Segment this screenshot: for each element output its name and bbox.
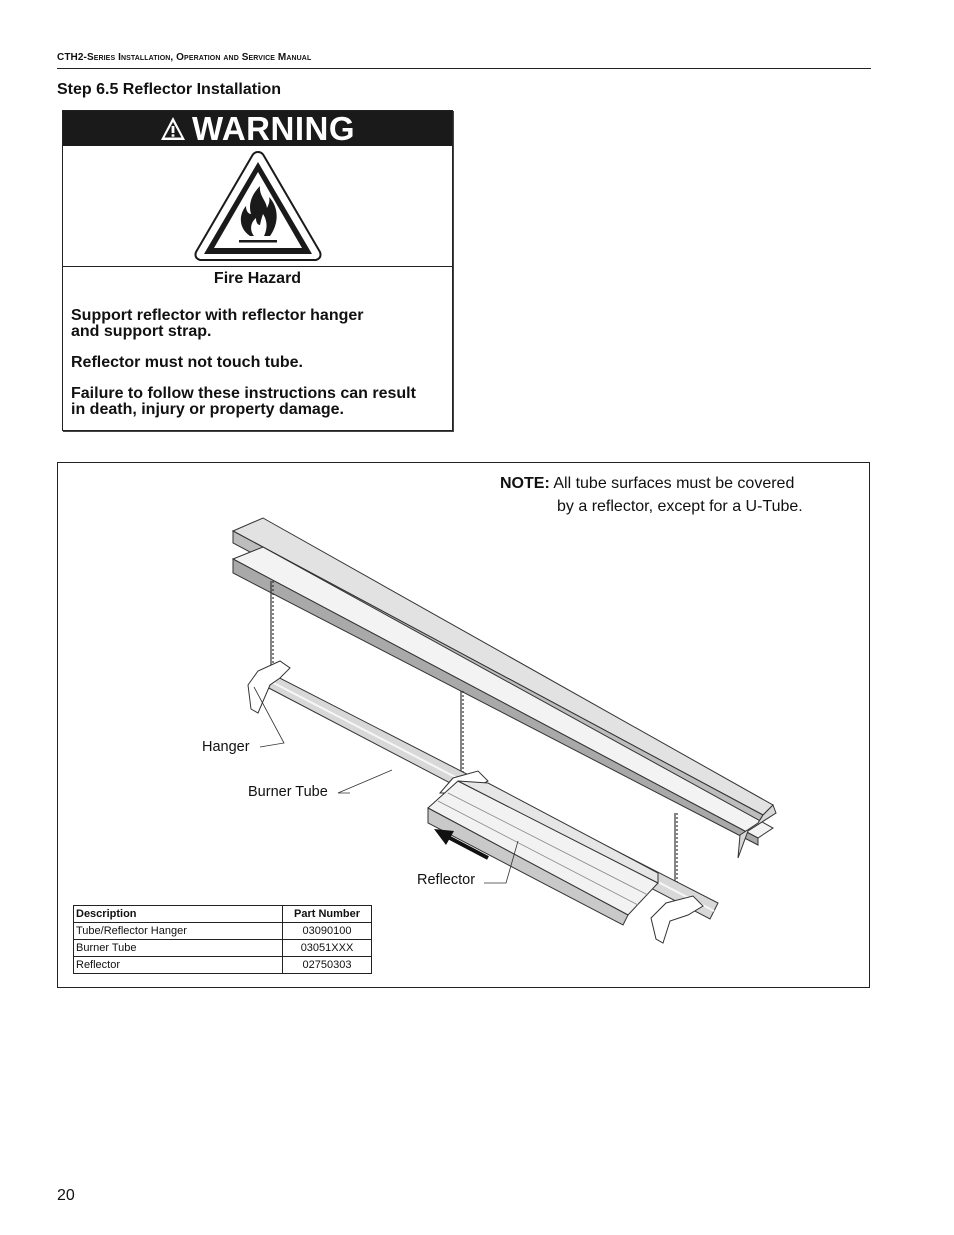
table-header-row — [74, 906, 372, 923]
header-divider — [57, 68, 871, 69]
warning-banner — [63, 111, 452, 146]
warning-instruction-support — [71, 308, 444, 340]
step-title: Step 6.5 Reflector Installation — [57, 81, 282, 98]
note-label: NOTE: — [500, 475, 550, 492]
cell-description: Reflector — [74, 957, 283, 974]
warning-triangle-icon — [160, 116, 186, 142]
fire-hazard-icon — [190, 148, 326, 264]
installation-figure — [57, 462, 870, 988]
warning-line: Support reflector with reflector hanger — [71, 307, 364, 324]
hazard-title: Fire Hazard — [213, 270, 302, 287]
label-hanger: Hanger — [202, 739, 250, 755]
warning-line: Failure to follow these instructions can result — [71, 385, 416, 402]
warning-box — [62, 110, 453, 431]
note-line: All tube surfaces must be covered — [553, 475, 795, 492]
warning-consequence — [71, 386, 444, 418]
warning-line: in death, injury or property damage. — [71, 401, 344, 418]
cell-description: Burner Tube — [74, 940, 283, 957]
warning-line: Reflector must not touch tube. — [71, 354, 303, 371]
label-burner-tube: Burner Tube — [248, 784, 328, 800]
column-header-part-number: Part Number — [283, 906, 372, 923]
label-reflector: Reflector — [417, 872, 476, 888]
column-header-description: Description — [74, 906, 283, 923]
parts-table — [73, 905, 372, 974]
table-row — [74, 940, 372, 957]
warning-line: and support strap. — [71, 323, 212, 340]
cell-part-number: 02750303 — [283, 957, 372, 974]
note-line: by a reflector, except for a U-Tube. — [557, 498, 803, 515]
table-row — [74, 957, 372, 974]
fire-hazard-pictogram — [63, 146, 452, 267]
cell-part-number: 03051XXX — [283, 940, 372, 957]
cell-part-number: 03090100 — [283, 923, 372, 940]
table-row — [74, 923, 372, 940]
cell-description: Tube/Reflector Hanger — [74, 923, 283, 940]
page-number: 20 — [57, 1187, 75, 1204]
warning-instruction-touch — [71, 355, 444, 371]
manual-header: CTH2-Series Installation, Operation and Service Manual — [57, 52, 312, 63]
warning-banner-text: WARNING — [192, 109, 355, 147]
